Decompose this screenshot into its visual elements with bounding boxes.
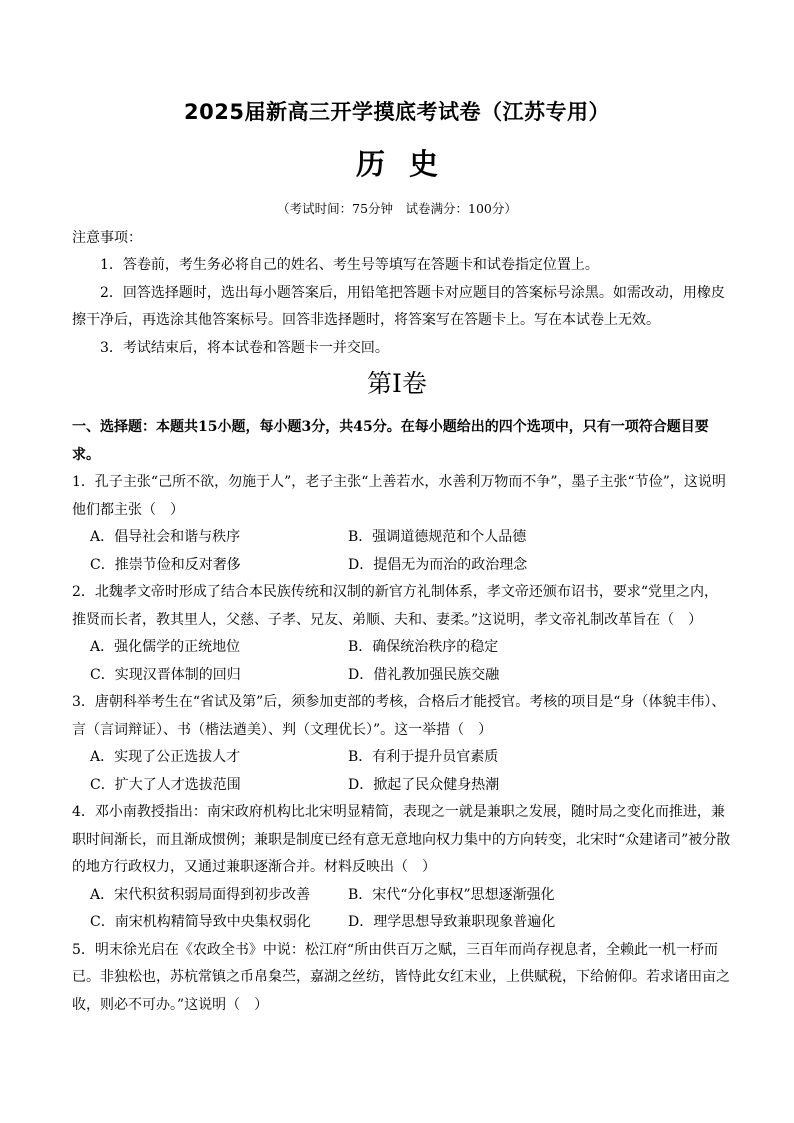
exam-info: （考试时间：75分钟 试卷满分：100分） (277, 201, 517, 216)
option-c: C．扩大了人才选拔范围 (90, 776, 241, 793)
question-3 (72, 689, 732, 799)
notice-item: 3．考试结束后，将本试卷和答题卡一并交回。 (100, 339, 389, 356)
exam-title: 2025届新高三开学摸底考试卷（江苏专用） (184, 100, 610, 124)
notice-item: 2．回答选择题时，选出每小题答案后，用铅笔把答题卡对应题目的答案标号涂黑。如需改动，用橡皮擦干净后，再选涂其他答案标号。回答非选择题时，将答案写在答题卡上。写在本试卷上无效。 (72, 284, 725, 328)
option-c: C．实现汉晋体制的回归 (90, 666, 241, 683)
option-grid (72, 882, 732, 937)
option-grid (72, 524, 732, 579)
option-d: D．掀起了民众健身热潮 (348, 776, 500, 793)
section-title: 第Ⅰ卷 (367, 369, 427, 398)
option-b: B．有利于提升员官素质 (348, 749, 499, 765)
question-stem: 1．孔子主张“己所不欲，勿施于人”，老子主张“上善若水，水善利万物而不争”，墨子主张“节俭”，这说明他们都主张（ ） (72, 474, 726, 518)
question-list (72, 414, 732, 1019)
option-a: A．实现了公正选拔人才 (90, 749, 241, 765)
option-a: A．宋代积贫积弱局面得到初步改善 (90, 886, 311, 903)
option-b: B．强调道德规范和个人品德 (348, 529, 527, 545)
question-1 (72, 469, 732, 579)
question-stem: 2．北魏孝文帝时形成了结合本民族传统和汉制的新官方礼制体系，孝文帝还颁布诏书，要求“党里之内，推贤而长者，教其里人，父慈、子孝、兄友、弟顺、夫和、妻柔。”这说明，孝文帝礼制改革旨在（ ） (72, 584, 719, 628)
instructions-text: 一、选择题：本题共15小题，每小题3分，共45分。在每小题给出的四个选项中，只有一项符合题目要求。 (72, 419, 709, 463)
option-a: A．强化儒学的正统地位 (90, 639, 241, 655)
option-d: D．借礼教加强民族交融 (348, 666, 500, 683)
option-c: C．推崇节俭和反对奢侈 (90, 556, 241, 573)
question-4 (72, 799, 732, 937)
option-d: D．理学思想导致兼职现象普遍化 (348, 914, 556, 930)
option-grid (72, 634, 732, 689)
option-b: B．宋代“分化事权”思想逐渐强化 (348, 886, 555, 903)
option-d: D．提倡无为而治的政治理念 (348, 556, 528, 573)
option-a: A．倡导社会和谐与秩序 (90, 529, 241, 545)
option-c: C．南宋机构精简导致中央集权弱化 (90, 914, 311, 930)
section-instructions (72, 414, 732, 469)
notice-item: 1．答卷前，考生务必将自己的姓名、考生号等填写在答题卡和试卷指定位置上。 (100, 257, 599, 273)
subject-title: 历史 (355, 147, 462, 181)
notice-heading: 注意事项： (72, 230, 142, 246)
question-5 (72, 937, 732, 1020)
question-stem: 5．明末徐光启在《农政全书》中说：松江府“所由供百万之赋，三百年而尚存视息者，全赖此一机一杼而已。非独松也，苏杭常镇之币帛枲苎，嘉湖之丝纺，皆恃此女红末业，上供赋税，下给俯仰。若求诸田亩之收，则必不可办。”这说明（ ） (72, 941, 730, 1013)
question-stem: 4．邓小南教授指出：南宋政府机构比北宋明显精简，表现之一就是兼职之发展，随时局之变化而推进，兼职时间渐长，而且渐成惯例；兼职是制度已经有意无意地向权力集中的方向转变，北宋时“众建诸司”被分散的地方行政权力，又通过兼职逐渐合并。材料反映出（ ） (72, 804, 731, 875)
question-stem: 3．唐朝科举考生在“省试及第”后，须参加吏部的考核，合格后才能授官。考核的项目是“身（体貌丰伟）、言（言词辩证）、书（楷法遒美）、判（文理优长）”。这一举措（ ） (72, 694, 726, 738)
question-2 (72, 579, 732, 689)
notice-list (72, 252, 732, 362)
option-grid (72, 744, 732, 799)
option-b: B．确保统治秩序的稳定 (348, 639, 499, 655)
